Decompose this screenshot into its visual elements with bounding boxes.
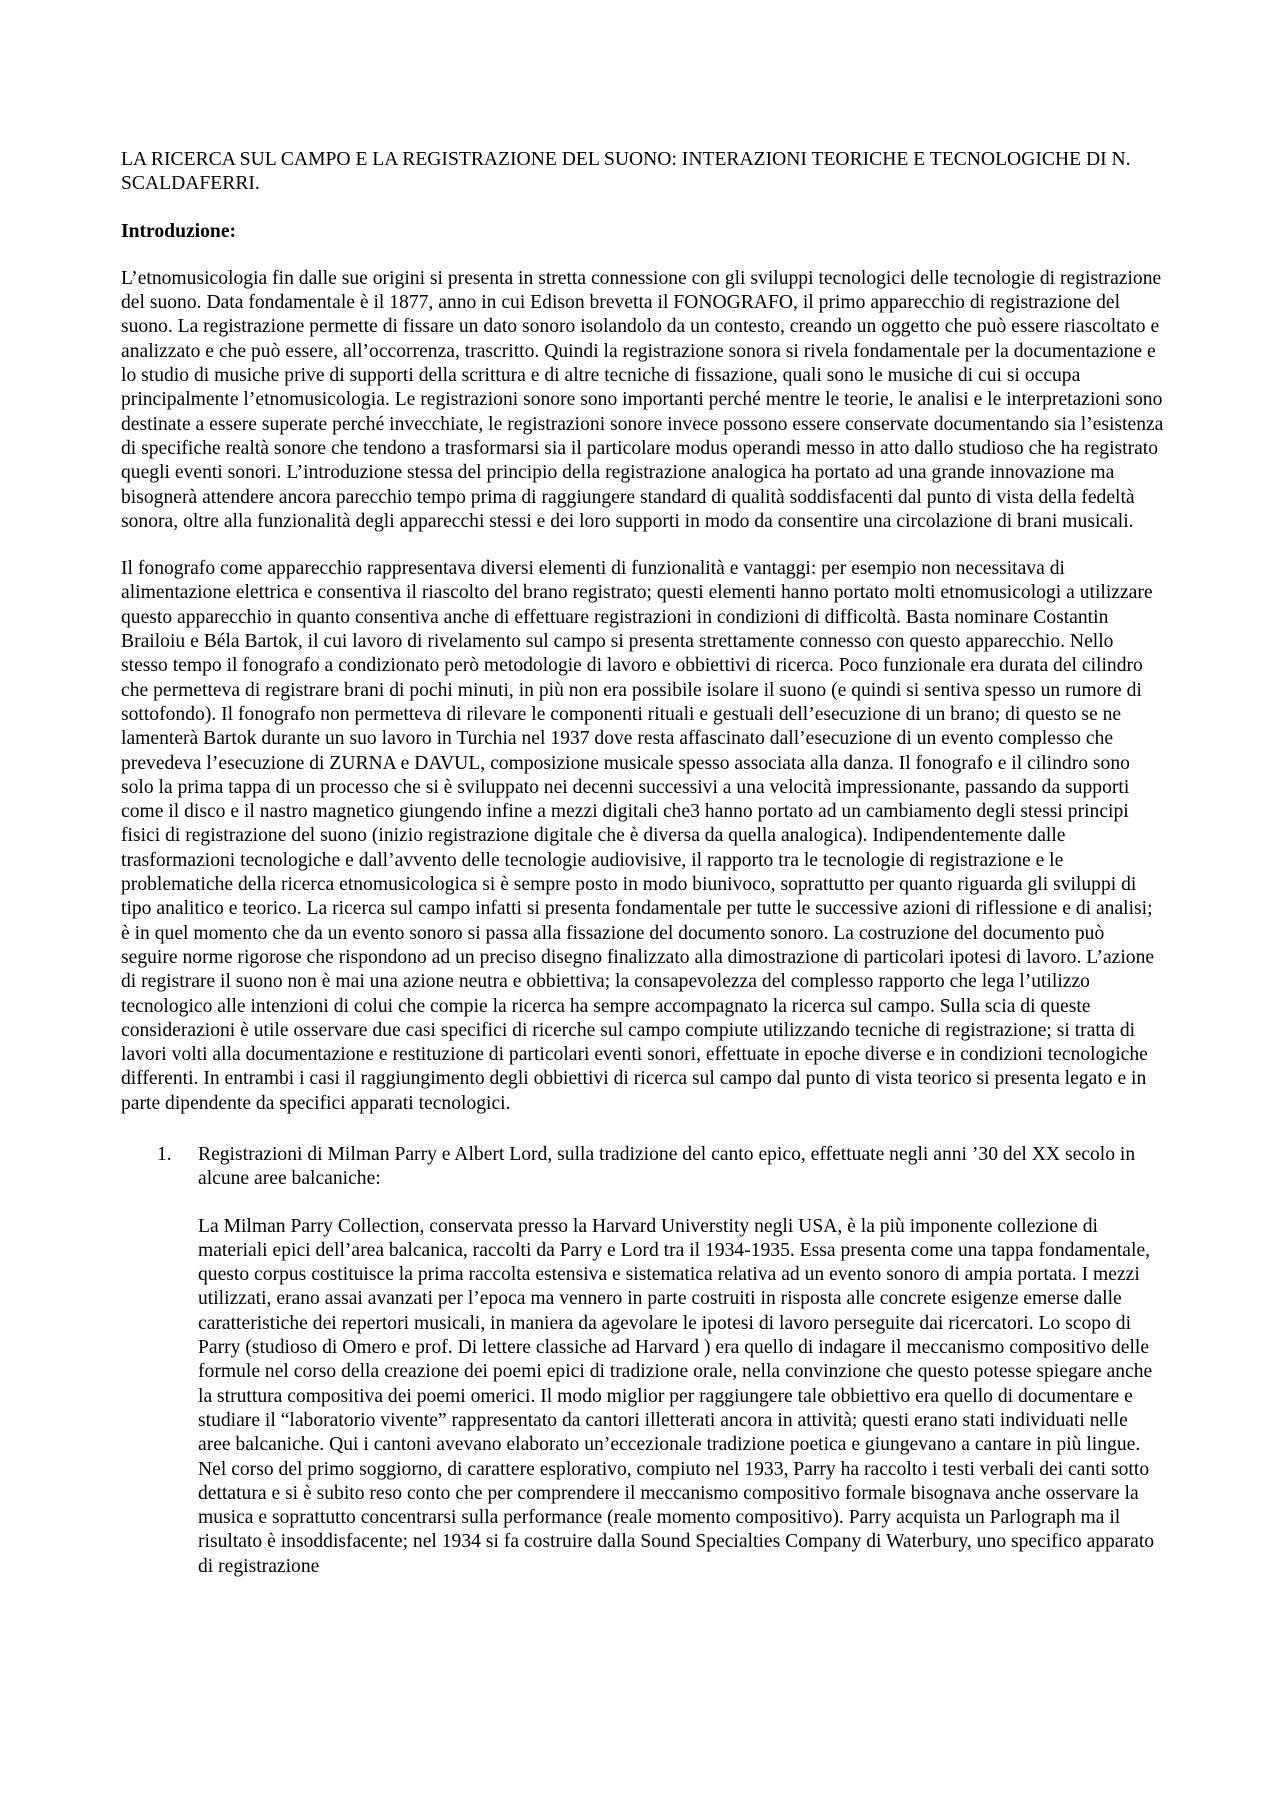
- list-marker: 1.: [157, 1143, 172, 1165]
- paragraph-fonografo: Il fonografo come apparecchio rappresentava diversi elementi di funzionalità e vantaggi: per esempio non necessitava di alimentazione elettrica e consentiva il riascolto del brano registrato; questi elementi hanno portato molti etnomusicologi a utilizzare questo apparecchio in quanto consentiva anche di effettuare registrazioni in condizioni di difficoltà. Basta nominare Costantin Brailoiu e Béla Bartok, il cui lavoro di rivelamento sul campo si presenta strettamente connesso con questo apparecchio. Nello stesso tempo il fonografo a condizionato però metodologie di lavoro e obbiettivi di ricerca. Poco funzionale era durata del cilindro che permetteva di registrare brani di pochi minuti, in più non era possibile isolare il suono (e quindi si sentiva spesso un rumore di sottofondo). Il fonografo non permetteva di rilevare le componenti rituali e gestuali dell’esecuzione di un brano; di questo se ne lamenterà Bartok durante un suo lavoro in Turchia nel 1937 dove resta affascinato dall’esecuzione di un evento complesso che prevedeva l’esecuzione di ZURNA e DAVUL, composizione musicale spesso associata alla danza. Il fonografo e il cilindro sono solo la prima tappa di un processo che si è sviluppato nei decenni successivi a una velocità impressionante, passando da supporti come il disco e il nastro magnetico giungendo infine a mezzi digitali che3 hanno portato ad un cambiamento degli stessi principi fisici di registrazione del suono (inizio registrazione digitale che è diversa da quella analogica). Indipendentemente dalle trasformazioni tecnologiche e dall’avvento delle tecnologie audiovisive, il rapporto tra le tecnologie di registrazione e le problematiche della ricerca etnomusicologica si è sempre posto in modo biunivoco, soprattutto per quanto riguarda gli sviluppi di tipo analitico e teorico. La ricerca sul campo infatti si presenta fondamentale per tutte le successive azioni di riflessione e di analisi; è in quel momento che da un evento sonoro si passa alla fissazione del documento sonoro. La costruzione del documento può seguire norme rigorose che rispondono ad un preciso disegno finalizzato alla dimostrazione di particolari ipotesi di lavoro. L’azione di registrare il suono non è mai una azione neutra e obbiettiva; la consapevolezza del complesso rapporto che lega l’utilizzo tecnologico alle intenzioni di colui che compie la ricerca ha sempre accompagnato la ricerca sul campo. Sulla scia di queste considerazioni è utile osservare due casi specifici di ricerche sul campo compiute utilizzando tecniche di registrazione; si tratta di lavori volti alla documentazione e restituzione di particolari eventi sonori, effettuate in epoche diverse e in condizioni tecnologiche differenti. In entrambi i casi il raggiungimento degli obbiettivi di ricerca sul campo dal punto di vista teorico si presenta legato e in parte dipendente da specifici apparati tecnologici.: [121, 558, 1155, 1114]
- list-item-heading: Registrazioni di Milman Parry e Albert Lord, sulla tradizione del canto epico, effettuate negli anni ’30 del XX secolo in alcune aree balcaniche:: [198, 1143, 1136, 1190]
- list-item: [121, 1143, 1165, 1192]
- document-page: [121, 148, 1165, 1579]
- document-title: LA RICERCA SUL CAMPO E LA REGISTRAZIONE DEL SUONO: INTERAZIONI TEORICHE E TECNOLOGICHE DI N. SCALDAFERRI.: [121, 149, 1131, 195]
- list-item-body: La Milman Parry Collection, conservata presso la Harvard Universtity negli USA, è la più imponente collezione di materiali epici dell’area balcanica, raccolti da Parry e Lord tra il 1934-1935. Essa presenta come una tappa fondamentale, questo corpus costituisce la prima raccolta estensiva e sistematica relativa ad un evento sonoro di ampia portata. I mezzi utilizzati, erano assai avanzati per l’epoca ma vennero in parte costruiti in risposta alle concrete esigenze emerse dalle caratteristiche dei repertori musicali, in maniera da agevolare le ipotesi di lavoro perseguite dai ricercatori. Lo scopo di Parry (studioso di Omero e prof. Di lettere classiche ad Harvard ) era quello di indagare il meccanismo compositivo delle formule nel corso della creazione dei poemi epici di tradizione orale, nella convinzione che questo potesse spiegare anche la struttura compositiva dei poemi omerici. Il modo miglior per raggiungere tale obbiettivo era quello di documentare e studiare il “laboratorio vivente” rappresentato da cantori illetterati ancora in attività; questi erano stati individuati nelle aree balcaniche. Qui i cantoni avevano elaborato un’eccezionale tradizione poetica e giungevano a cantare in più lingue. Nel corso del primo soggiorno, di carattere esplorativo, compiuto nel 1933, Parry ha raccolto i testi verbali dei canti sotto dettatura e si è subito reso conto che per comprendere il meccanismo compositivo formale bisognava anche osservare la musica e soprattutto concentrarsi sulla performance (reale momento compositivo). Parry acquista un Parlograph ma il risultato è insoddisfacente; nel 1934 si fa costruire dalla Sound Specialties Company di Waterbury, uno specifico apparato di registrazione: [198, 1215, 1155, 1577]
- paragraph-intro: L’etnomusicologia fin dalle sue origini si presenta in stretta connessione con gli sviluppi tecnologici delle tecnologie di registrazione del suono. Data fondamentale è il 1877, anno in cui Edison brevetta il FONOGRAFO, il primo apparecchio di registrazione del suono. La registrazione permette di fissare un dato sonoro isolandolo da un contesto, creando un oggetto che può essere riascoltato e analizzato e che può essere, all’occorrenza, trascritto. Quindi la registrazione sonora si rivela fondamentale per la documentazione e lo studio di musiche prive di supporti della scrittura e di altre tecniche di fissazione, quali sono le musiche di cui si occupa principalmente l’etnomusicologia. Le registrazioni sonore sono importanti perché mentre le teorie, le analisi e le interpretazioni sono destinate a essere superate perché invecchiate, le registrazioni sonore invece possono essere conservate documentando sia l’esistenza di specifiche realtà sonore che tendono a trasformarsi sia il particolare modus operandi messo in atto dallo studioso che ha registrato quegli eventi sonori. L’introduzione stessa del principio della registrazione analogica ha portato ad una grande innovazione ma bisognerà attendere ancora parecchio tempo prima di raggiungere standard di qualità soddisfacenti dal punto di vista della fedeltà sonora, oltre alla funzionalità degli apparecchi stessi e dei loro supporti in modo da consentire una circolazione di brani musicali.: [121, 267, 1164, 532]
- section-heading-introduzione: Introduzione:: [121, 220, 237, 242]
- numbered-list: [121, 1143, 1165, 1192]
